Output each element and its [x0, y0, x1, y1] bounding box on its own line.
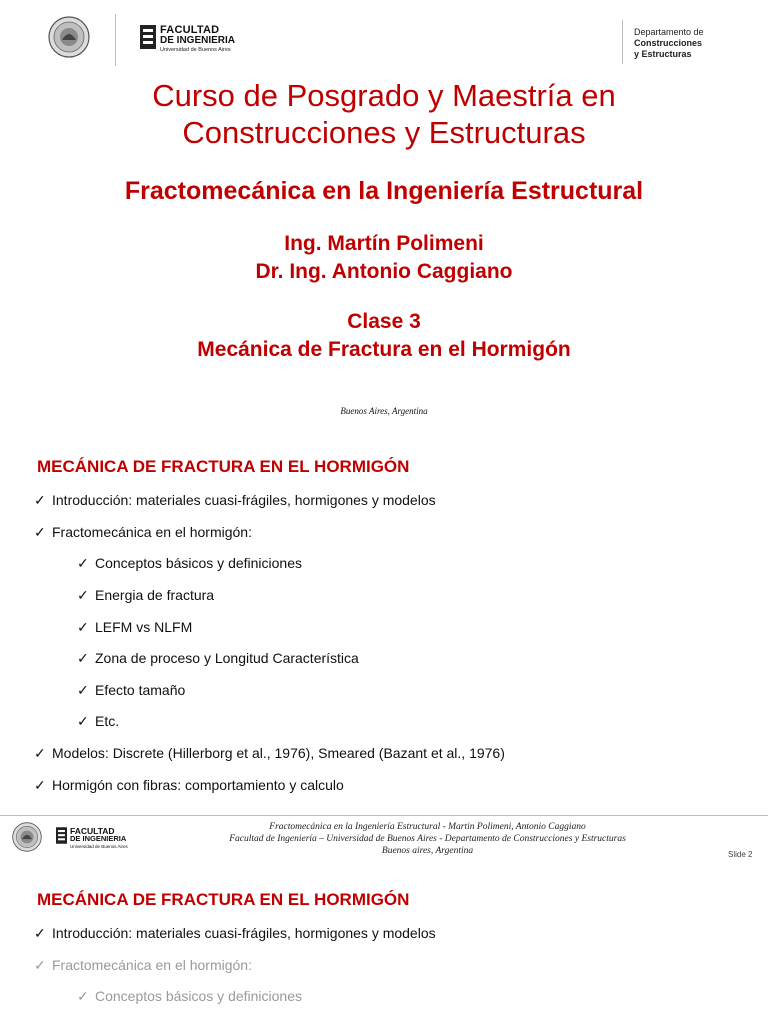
check-icon: ✓ — [77, 988, 89, 1004]
faculty-logo-line2: DE INGENIERIA — [160, 35, 236, 46]
faculty-logo-line1: FACULTAD — [160, 24, 220, 36]
course-title-line1: Curso de Posgrado y Maestría en — [152, 78, 616, 113]
header-divider-right — [622, 20, 623, 64]
check-icon: ✓ — [34, 745, 46, 761]
list-item: ✓ Introducción: materiales cuasi-frágiles, hormigones y modelos — [34, 925, 436, 941]
list-subitem: ✓ Efecto tamaño — [77, 682, 186, 698]
footer-text — [160, 821, 695, 857]
university-seal-logo — [48, 16, 90, 58]
author-1: Ing. Martín Polimeni — [284, 232, 484, 255]
list-item: ✓ Modelos: Discrete (Hillerborg et al., 1976), Smeared (Bazant et al., 1976) — [34, 745, 505, 761]
check-icon: ✓ — [77, 650, 89, 666]
university-seal-logo-small — [12, 822, 42, 852]
check-icon: ✓ — [34, 524, 46, 540]
check-icon: ✓ — [34, 777, 46, 793]
faculty-emblem-icon — [140, 25, 156, 49]
section-heading: MECÁNICA DE FRACTURA EN EL HORMIGÓN — [37, 890, 410, 909]
course-title — [0, 77, 768, 151]
check-icon: ✓ — [34, 957, 46, 973]
list-subitem: ✓ Conceptos básicos y definiciones — [77, 555, 303, 571]
slide-number: Slide 2 — [728, 850, 753, 859]
list-item-muted: ✓ Fractomecánica en el hormigón: — [34, 957, 252, 973]
department-line1: Departamento de — [634, 27, 704, 37]
list-subitem: ✓ Energia de fractura — [77, 587, 215, 603]
header-divider — [115, 14, 116, 66]
check-icon: ✓ — [77, 713, 89, 729]
class-heading — [0, 308, 768, 364]
class-number: Clase 3 — [347, 310, 421, 333]
footer-line2: Facultad de Ingeniería – Universidad de Buenos Aires - Departamento de Construcciones y Estructuras — [229, 834, 626, 844]
section-heading: MECÁNICA DE FRACTURA EN EL HORMIGÓN — [37, 457, 410, 476]
list-subitem: ✓ Zona de proceso y Longitud Característica — [77, 650, 359, 666]
list-subitem: ✓ LEFM vs NLFM — [77, 619, 193, 635]
author-2: Dr. Ing. Antonio Caggiano — [255, 260, 513, 283]
check-icon: ✓ — [34, 925, 46, 941]
check-icon: ✓ — [77, 555, 89, 571]
department-line3: y Estructuras — [634, 49, 692, 59]
list-subitem-muted: ✓ Conceptos básicos y definiciones — [77, 988, 303, 1004]
subject-title: Fractomecánica en la Ingeniería Estructural — [124, 177, 644, 205]
list-subitem: ✓ Etc. — [77, 713, 120, 729]
faculty-logo-line1: FACULTAD — [70, 826, 115, 836]
check-icon: ✓ — [77, 619, 89, 635]
course-title-line2: Construcciones y Estructuras — [182, 115, 586, 150]
department-line2: Construcciones — [634, 38, 703, 48]
faculty-logo-line2: DE INGENIERIA — [70, 834, 127, 843]
faculty-logo-line3: Universidad de Buenos Aires — [160, 47, 231, 53]
place-label: Buenos Aires, Argentina — [340, 406, 428, 416]
faculty-emblem-icon — [56, 827, 67, 844]
check-icon: ✓ — [34, 492, 46, 508]
footer-line3: Buenos aires, Argentina — [381, 846, 474, 856]
class-title: Mecánica de Fractura en el Hormigón — [197, 338, 571, 361]
check-icon: ✓ — [77, 587, 89, 603]
footer-line1: Fractomecánica en la Ingeniería Estructural - Martin Polimeni, Antonio Caggiano — [269, 822, 586, 832]
footer-divider — [0, 815, 768, 816]
faculty-logo-line3: Universidad de Buenos Aires — [70, 844, 128, 849]
list-item: ✓ Introducción: materiales cuasi-frágiles, hormigones y modelos — [34, 492, 436, 508]
authors — [0, 230, 768, 286]
department-label — [634, 27, 704, 60]
list-item: ✓ Fractomecánica en el hormigón: — [34, 524, 252, 540]
check-icon: ✓ — [77, 682, 89, 698]
list-item: ✓ Hormigón con fibras: comportamiento y calculo — [34, 777, 344, 793]
